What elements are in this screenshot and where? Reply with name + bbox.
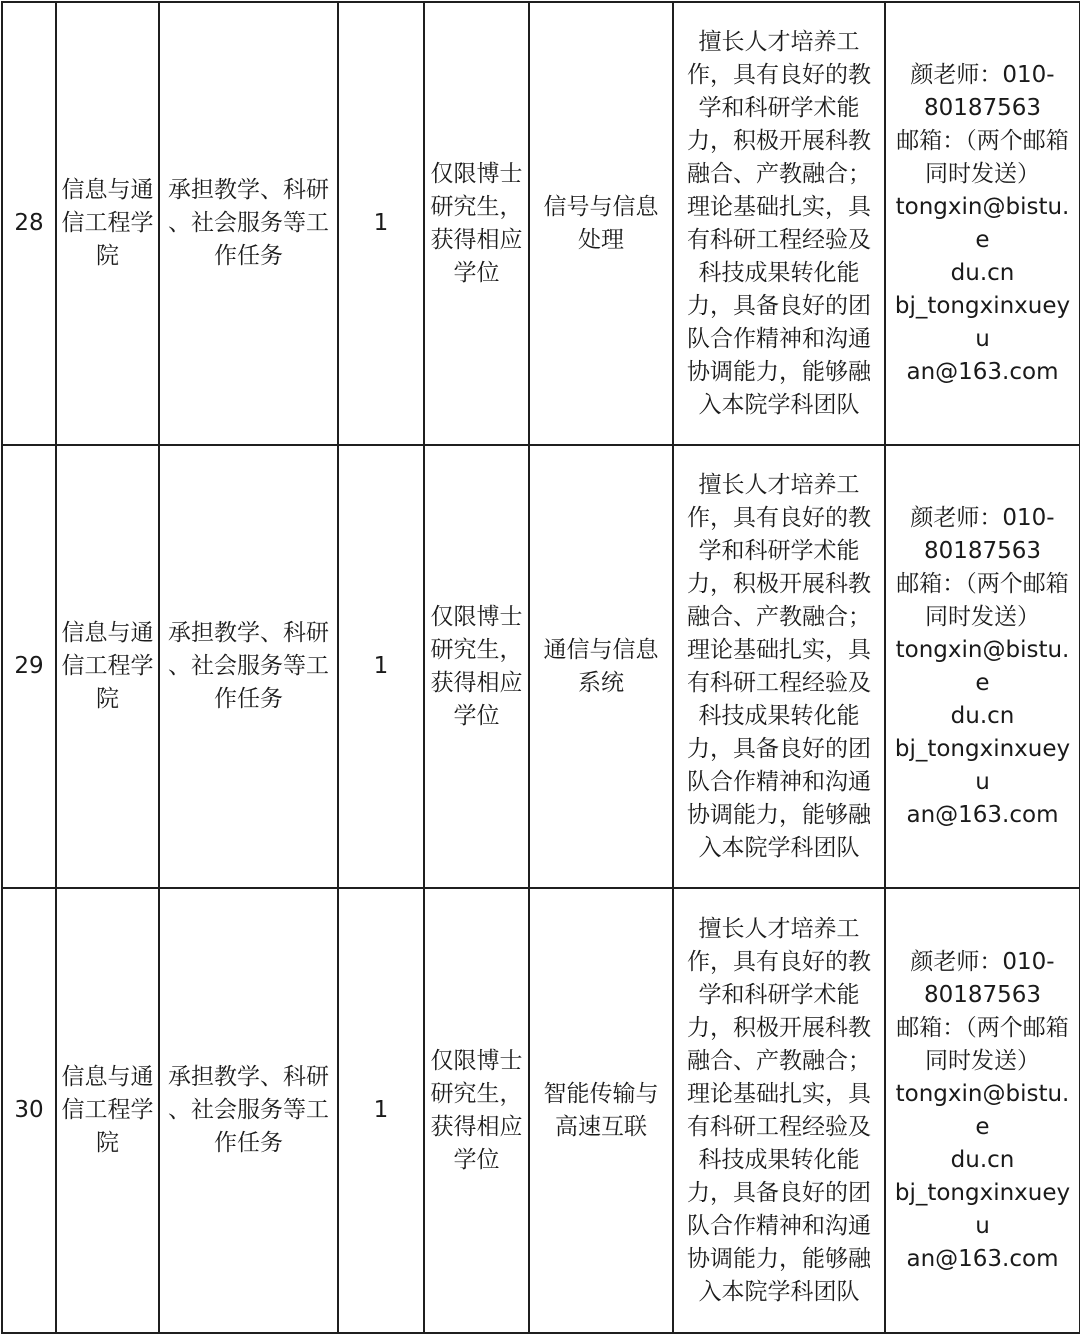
cell-line: 、社会服务等工	[168, 210, 329, 236]
cell-line: 80187563	[923, 94, 1042, 121]
cell-line: 力，积极开展科教	[687, 127, 871, 154]
cell-line: 信工程学	[61, 1097, 154, 1123]
headcount-cell: 1	[338, 2, 424, 445]
cell-line: 入本院学科团队	[698, 391, 860, 418]
cell-line: 作任务	[214, 686, 283, 712]
duty-cell	[159, 888, 338, 1333]
headcount-cell: 1	[338, 888, 424, 1333]
college-cell	[56, 445, 159, 888]
row-number-cell: 30	[2, 888, 56, 1333]
cell-line: 信工程学	[61, 210, 154, 236]
cell-line: 80187563	[923, 537, 1042, 564]
college-cell	[56, 888, 159, 1333]
cell-line: 颜老师：010-	[910, 504, 1055, 531]
cell-line: 擅长人才培养工	[698, 28, 860, 55]
cell-line: 同时发送）	[925, 1047, 1040, 1074]
cell-line: 力，积极开展科教	[687, 570, 871, 597]
cell-line: 作，具有良好的教	[687, 61, 871, 88]
cell-line: 80187563	[923, 981, 1042, 1008]
cell-line: 颜老师：010-	[910, 61, 1055, 88]
discipline-cell	[529, 445, 673, 888]
cell-line: tongxin@bistu.e	[895, 193, 1070, 253]
cell-line: 擅长人才培养工	[698, 915, 860, 942]
cell-line: 信息与通	[61, 1064, 154, 1090]
cell-line: an@163.com	[906, 801, 1059, 828]
discipline-cell	[529, 2, 673, 445]
cell-line: 理论基础扎实，具	[687, 193, 871, 220]
cell-line: 学位	[453, 259, 500, 286]
cell-line: 作，具有良好的教	[687, 948, 871, 975]
recruitment-table	[1, 1, 1080, 1334]
cell-line: 融合、产教融合；	[687, 160, 871, 187]
job-requirements-cell	[673, 445, 885, 888]
cell-line: 入本院学科团队	[698, 1278, 860, 1305]
cell-line: 力，积极开展科教	[687, 1014, 871, 1041]
cell-line: 力，具备良好的团	[687, 735, 871, 762]
cell-line: 信息与通	[61, 177, 154, 203]
contact-cell	[885, 445, 1080, 888]
cell-line: an@163.com	[906, 358, 1059, 385]
table-body	[2, 2, 1080, 1333]
cell-line: 融合、产教融合；	[687, 603, 871, 630]
table-row	[2, 888, 1080, 1333]
cell-line: 擅长人才培养工	[698, 471, 860, 498]
discipline-cell	[529, 888, 673, 1333]
cell-line: 融合、产教融合；	[687, 1047, 871, 1074]
degree-requirement-cell	[424, 445, 529, 888]
cell-line: 院	[96, 1130, 119, 1156]
cell-line: 信息与通	[61, 620, 154, 646]
table-row	[2, 445, 1080, 888]
cell-line: 科技成果转化能	[698, 1146, 860, 1173]
cell-line: 仅限博士	[430, 603, 523, 630]
cell-line: 、社会服务等工	[168, 653, 329, 679]
cell-line: 系统	[578, 669, 624, 696]
cell-line: 高速互联	[555, 1113, 647, 1140]
cell-line: 研究生，	[430, 193, 523, 220]
cell-line: 同时发送）	[925, 160, 1040, 187]
cell-line: 学位	[453, 1146, 500, 1173]
job-requirements-cell	[673, 888, 885, 1333]
cell-line: 信工程学	[61, 653, 154, 679]
cell-line: 作，具有良好的教	[687, 504, 871, 531]
cell-line: an@163.com	[906, 1245, 1059, 1272]
cell-line: 有科研工程经验及	[687, 226, 871, 253]
cell-line: 承担教学、科研	[168, 177, 329, 203]
duty-cell	[159, 2, 338, 445]
cell-line: 智能传输与	[543, 1080, 659, 1107]
cell-line: 力，具备良好的团	[687, 1179, 871, 1206]
cell-line: 学位	[453, 702, 500, 729]
cell-line: 作任务	[214, 243, 283, 269]
cell-line: 学和科研学术能	[698, 537, 860, 564]
cell-line: 研究生，	[430, 636, 523, 663]
cell-line: 颜老师：010-	[910, 948, 1055, 975]
cell-line: bj_tongxinxueyu	[894, 1179, 1071, 1239]
cell-line: 理论基础扎实，具	[687, 1080, 871, 1107]
cell-line: 协调能力，能够融	[687, 358, 871, 385]
cell-line: du.cn	[950, 1146, 1015, 1173]
cell-line: 同时发送）	[925, 603, 1040, 630]
cell-line: 研究生，	[430, 1080, 523, 1107]
cell-line: du.cn	[950, 259, 1015, 286]
cell-line: 理论基础扎实，具	[687, 636, 871, 663]
cell-line: tongxin@bistu.e	[895, 1080, 1070, 1140]
cell-line: 入本院学科团队	[698, 834, 860, 861]
duty-cell	[159, 445, 338, 888]
degree-requirement-cell	[424, 888, 529, 1333]
degree-requirement-cell	[424, 2, 529, 445]
cell-line: tongxin@bistu.e	[895, 636, 1070, 696]
cell-line: 承担教学、科研	[168, 1064, 329, 1090]
cell-line: 信号与信息	[543, 193, 659, 220]
cell-line: 作任务	[214, 1130, 283, 1156]
cell-line: 协调能力，能够融	[687, 1245, 871, 1272]
contact-cell	[885, 888, 1080, 1333]
cell-line: 邮箱：（两个邮箱	[896, 1014, 1069, 1041]
cell-line: 获得相应	[430, 226, 523, 253]
table-row	[2, 2, 1080, 445]
cell-line: 通信与信息	[543, 636, 659, 663]
cell-line: 力，具备良好的团	[687, 292, 871, 319]
contact-cell	[885, 2, 1080, 445]
cell-line: 队合作精神和沟通	[687, 1212, 871, 1239]
cell-line: 协调能力，能够融	[687, 801, 871, 828]
cell-line: 院	[96, 243, 119, 269]
cell-line: 科技成果转化能	[698, 259, 860, 286]
cell-line: 、社会服务等工	[168, 1097, 329, 1123]
cell-line: 科技成果转化能	[698, 702, 860, 729]
college-cell	[56, 2, 159, 445]
cell-line: 承担教学、科研	[168, 620, 329, 646]
row-number-cell: 29	[2, 445, 56, 888]
cell-line: 院	[96, 686, 119, 712]
cell-line: bj_tongxinxueyu	[894, 735, 1071, 795]
cell-line: 学和科研学术能	[698, 981, 860, 1008]
cell-line: du.cn	[950, 702, 1015, 729]
cell-line: 仅限博士	[430, 1047, 523, 1074]
cell-line: 队合作精神和沟通	[687, 768, 871, 795]
job-requirements-cell	[673, 2, 885, 445]
row-number-cell: 28	[2, 2, 56, 445]
cell-line: 队合作精神和沟通	[687, 325, 871, 352]
cell-line: 有科研工程经验及	[687, 1113, 871, 1140]
cell-line: 有科研工程经验及	[687, 669, 871, 696]
cell-line: 获得相应	[430, 669, 523, 696]
cell-line: 仅限博士	[430, 160, 523, 187]
cell-line: 邮箱：（两个邮箱	[896, 127, 1069, 154]
cell-line: 获得相应	[430, 1113, 523, 1140]
cell-line: 处理	[578, 226, 624, 253]
headcount-cell: 1	[338, 445, 424, 888]
cell-line: bj_tongxinxueyu	[894, 292, 1071, 352]
cell-line: 学和科研学术能	[698, 94, 860, 121]
cell-line: 邮箱：（两个邮箱	[896, 570, 1069, 597]
